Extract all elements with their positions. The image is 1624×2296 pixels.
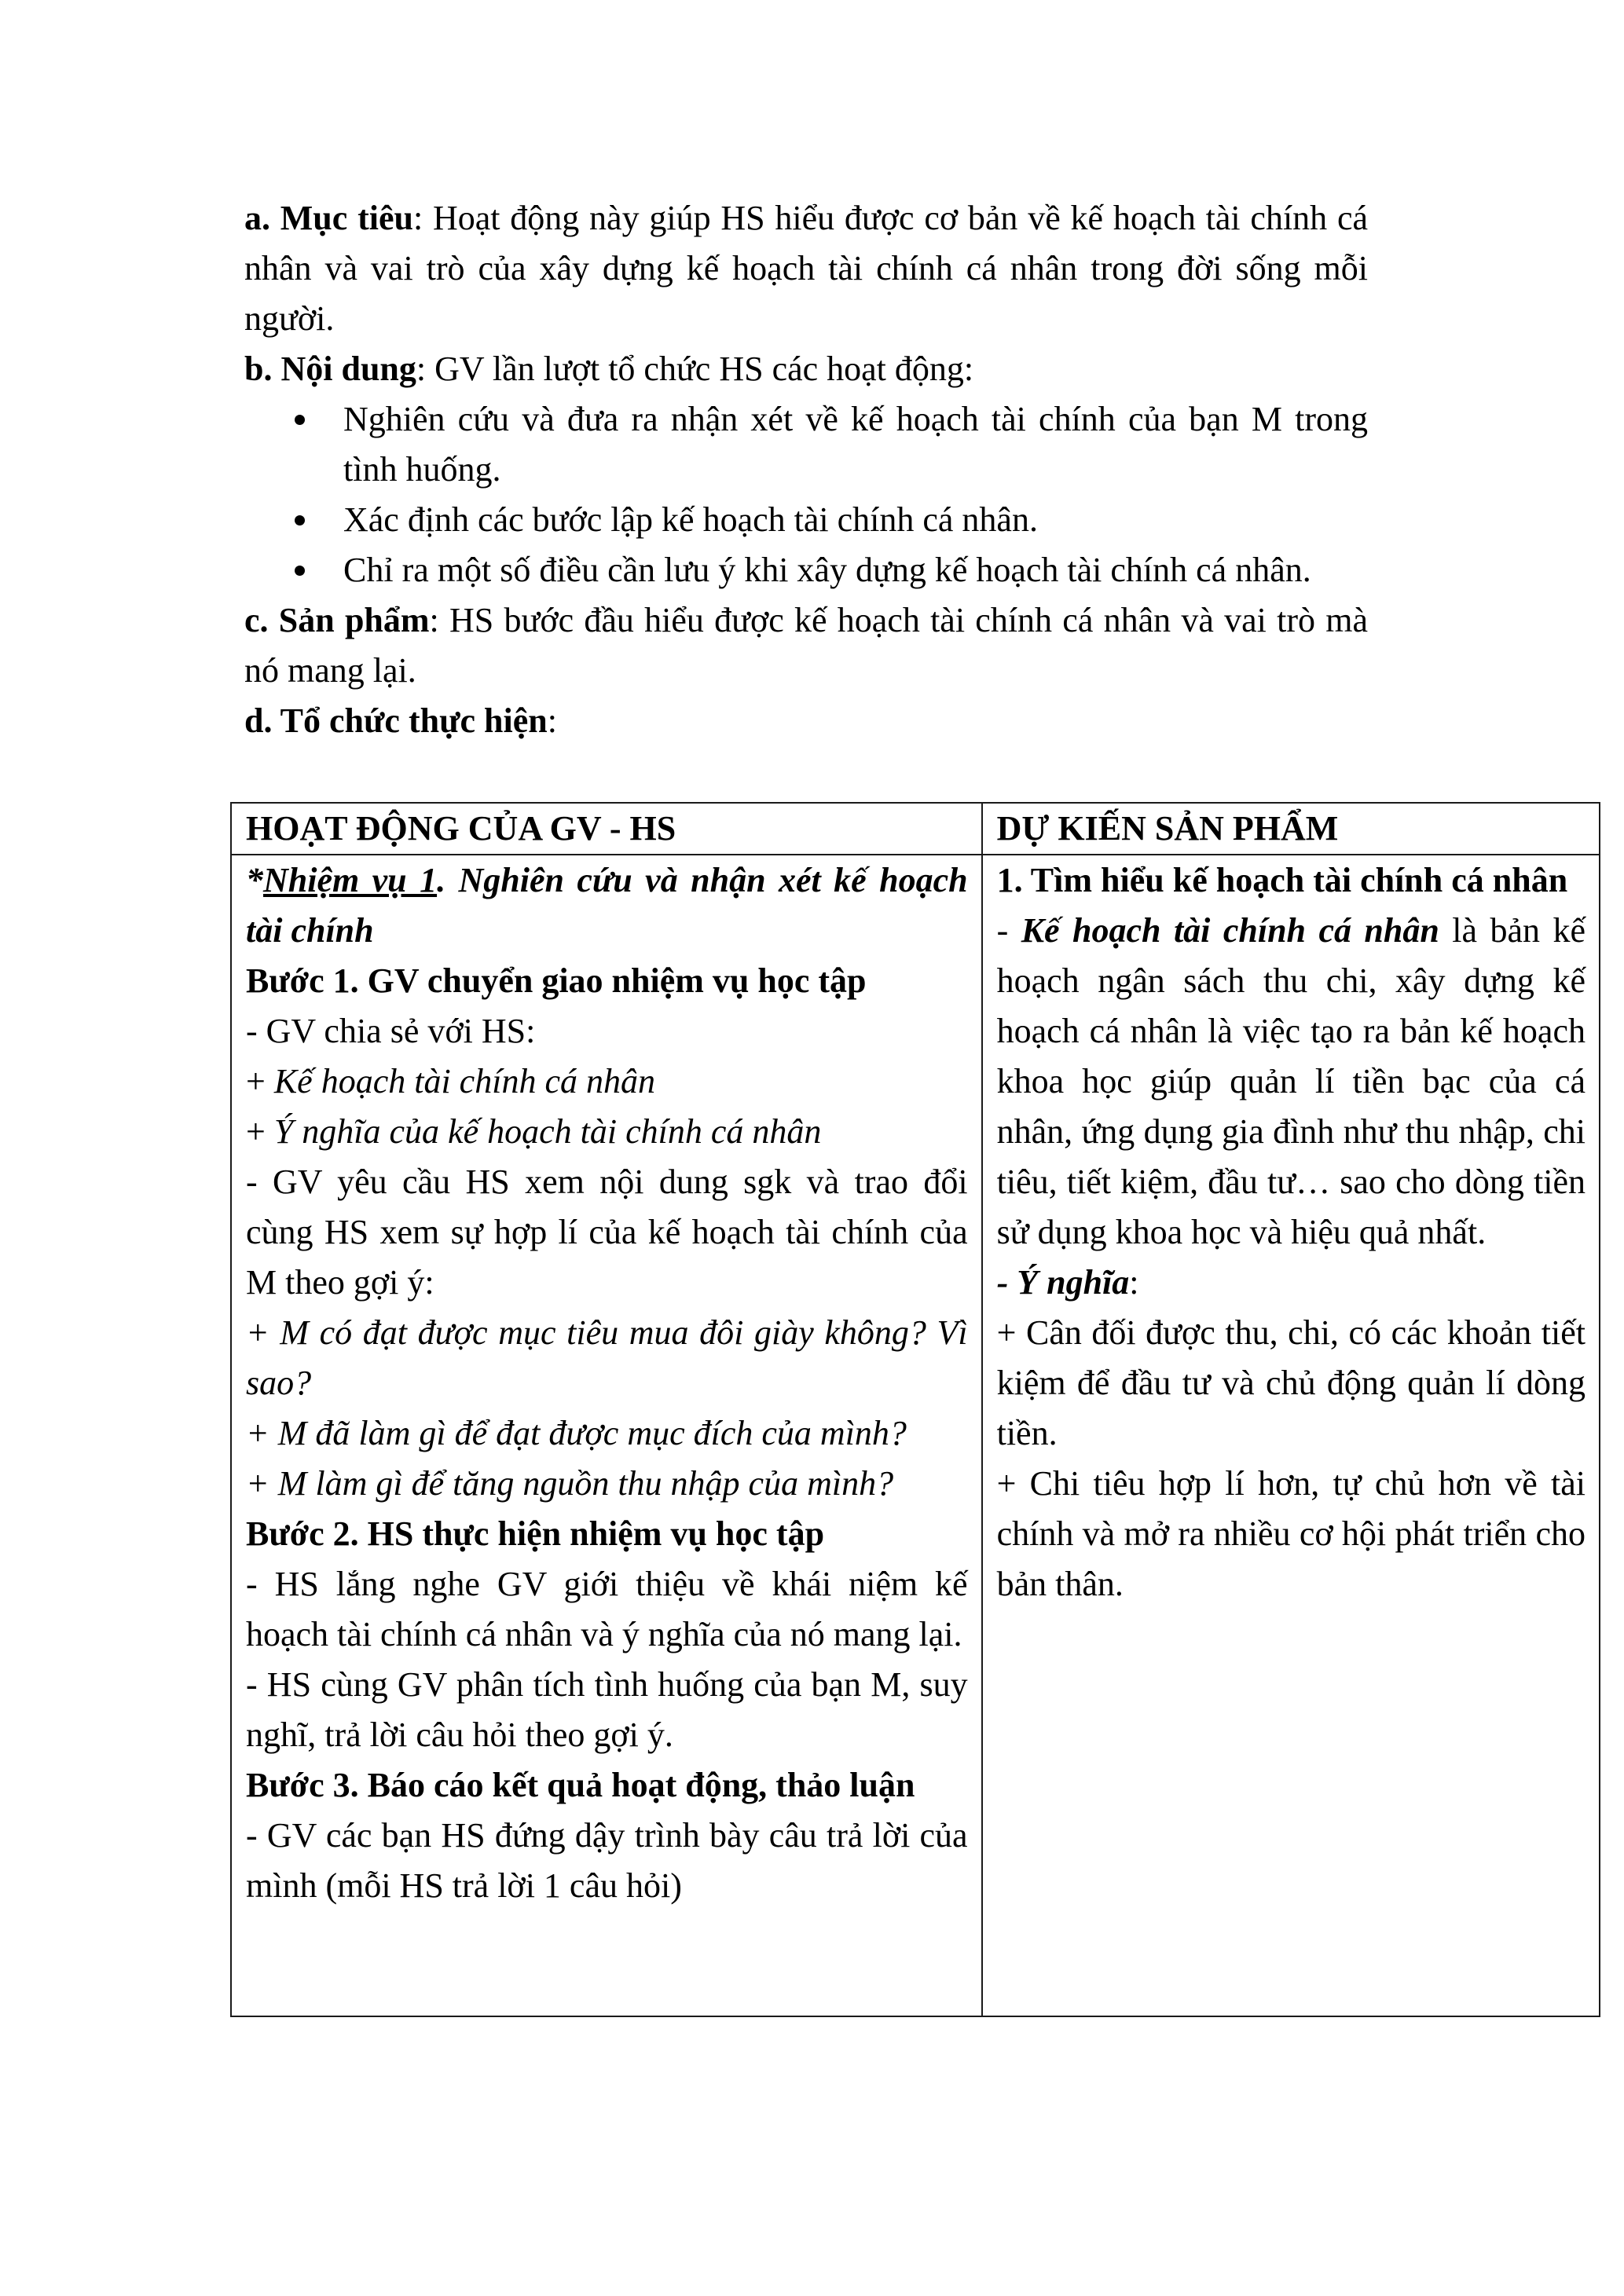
- meaning-item: + Chi tiêu hợp lí hơn, tự chủ hơn về tài chính và mở ra nhiều cơ hội phát triển cho bản thân.: [996, 1464, 1586, 1603]
- step-1-request: - GV yêu cầu HS xem nội dung sgk và trao đổi cùng HS xem sự hợp lí của kế hoạch tài chính của M theo gợi ý:: [246, 1163, 968, 1302]
- intro-section: [244, 193, 1368, 746]
- header-expected-product: DỰ KIẾN SẢN PHẨM: [982, 803, 1600, 855]
- definition-paragraph: [997, 906, 1586, 1258]
- meaning-colon: :: [1129, 1263, 1139, 1302]
- list-item-text: Nghiên cứu và đưa ra nhận xét về kế hoạch tài chính của bạn M trong tình huống.: [343, 400, 1368, 489]
- list-item: [244, 495, 1368, 545]
- header-teacher-student-activity: HOẠT ĐỘNG CỦA GV - HS: [231, 803, 982, 855]
- activity-list: [244, 394, 1368, 595]
- product-text: : HS bước đầu hiểu được kế hoạch tài chính cá nhân và vai trò mà nó mang lại.: [244, 601, 1368, 690]
- list-item: [244, 394, 1368, 495]
- list-item: [244, 545, 1368, 595]
- objective-label: a. Mục tiêu: [244, 199, 413, 237]
- step-2-heading: Bước 2. HS thực hiện nhiệm vụ học tập: [246, 1514, 825, 1553]
- step-1-heading: Bước 1. GV chuyển giao nhiệm vụ học tập: [246, 961, 867, 1000]
- step-1-line: - GV chia sẻ với HS:: [246, 1012, 536, 1050]
- content-label: b. Nội dung: [244, 350, 416, 388]
- step-2-line: - HS lắng nghe GV giới thiệu về khái niệm kế hoạch tài chính cá nhân và ý nghĩa của nó mang lại.: [246, 1565, 968, 1653]
- step-1-item: [246, 1107, 968, 1157]
- bullet-icon: [295, 515, 305, 525]
- question: + M làm gì để tăng nguồn thu nhập của mình?: [246, 1464, 894, 1503]
- definition-dash: -: [996, 911, 1021, 950]
- objective-text: : Hoạt động này giúp HS hiểu được cơ bản về kế hoạch tài chính cá nhân và vai trò của xây dựng kế hoạch tài chính cá nhân trong đời sống mỗi người.: [244, 199, 1369, 338]
- question: + M đã làm gì để đạt được mục đích của mình?: [246, 1414, 907, 1452]
- implementation-heading: [244, 696, 1368, 746]
- task-star: *: [246, 861, 263, 899]
- task-label: Nhiệm vụ 1: [263, 861, 438, 899]
- task-title: . Nghiên cứu và nhận xét kế hoạch tài chính: [246, 861, 968, 950]
- definition-text: là bản kế hoạch ngân sách thu chi, xây dựng kế hoạch cá nhân là việc tạo ra bản kế hoạch khoa học giúp quản lí tiền bạc của cá nhân, ứng dụng gia đình như thu nhập, chi tiêu, tiết kiệm, đầu tư… sao cho dòng tiền sử dụng khoa học và hiệu quả nhất.: [996, 911, 1586, 1251]
- meaning-item: + Cân đối được thu, chi, có các khoản tiết kiệm để đầu tư và chủ động quản lí dòng tiền.: [996, 1313, 1586, 1452]
- section-title: . Tìm hiểu kế hoạch tài chính cá nhân: [1014, 861, 1568, 899]
- bullet-icon: [295, 566, 305, 576]
- list-item-text: Xác định các bước lập kế hoạch tài chính cá nhân.: [343, 500, 1038, 539]
- objective-paragraph: [244, 193, 1368, 344]
- question: + M có đạt được mục tiêu mua đôi giày không? Vì sao?: [246, 1313, 968, 1402]
- step-2-line: - HS cùng GV phân tích tình huống của bạn M, suy nghĩ, trả lời câu hỏi theo gợi ý.: [246, 1665, 968, 1754]
- bullet-icon: [295, 415, 305, 425]
- table-row: [231, 855, 1600, 2016]
- definition-term: Kế hoạch tài chính cá nhân: [1021, 911, 1439, 950]
- task-heading: [246, 855, 968, 956]
- step-3-heading: Bước 3. Báo cáo kết quả hoạt động, thảo luận: [246, 1766, 915, 1804]
- product-paragraph: [244, 595, 1368, 696]
- step-1-item-text: Ý nghĩa của kế hoạch tài chính cá nhân: [273, 1112, 822, 1151]
- section-number: 1: [996, 861, 1014, 899]
- plus-marker: +: [246, 1062, 274, 1100]
- content-text: : GV lần lượt tổ chức HS các hoạt động:: [416, 350, 974, 388]
- list-item-text: Chỉ ra một số điều cần lưu ý khi xây dựng kế hoạch tài chính cá nhân.: [343, 551, 1311, 589]
- product-label: c. Sản phẩm: [244, 601, 430, 639]
- table-header-row: [231, 803, 1600, 855]
- section-heading: [997, 855, 1586, 906]
- plus-marker: +: [246, 1112, 274, 1151]
- meaning-heading: [997, 1258, 1586, 1308]
- activity-table: [230, 802, 1600, 2017]
- step-3-line: - GV các bạn HS đứng dậy trình bày câu trả lời của mình (mỗi HS trả lời 1 câu hỏi): [246, 1816, 968, 1905]
- step-1-item: [246, 1056, 968, 1107]
- product-cell: [982, 855, 1600, 2016]
- meaning-label: - Ý nghĩa: [996, 1263, 1130, 1302]
- activity-cell: [231, 855, 982, 2016]
- step-1-item-text: Kế hoạch tài chính cá nhân: [273, 1062, 655, 1100]
- content-paragraph: [244, 344, 1368, 394]
- implementation-label: d. Tổ chức thực hiện: [244, 701, 548, 740]
- implementation-colon: :: [547, 701, 557, 740]
